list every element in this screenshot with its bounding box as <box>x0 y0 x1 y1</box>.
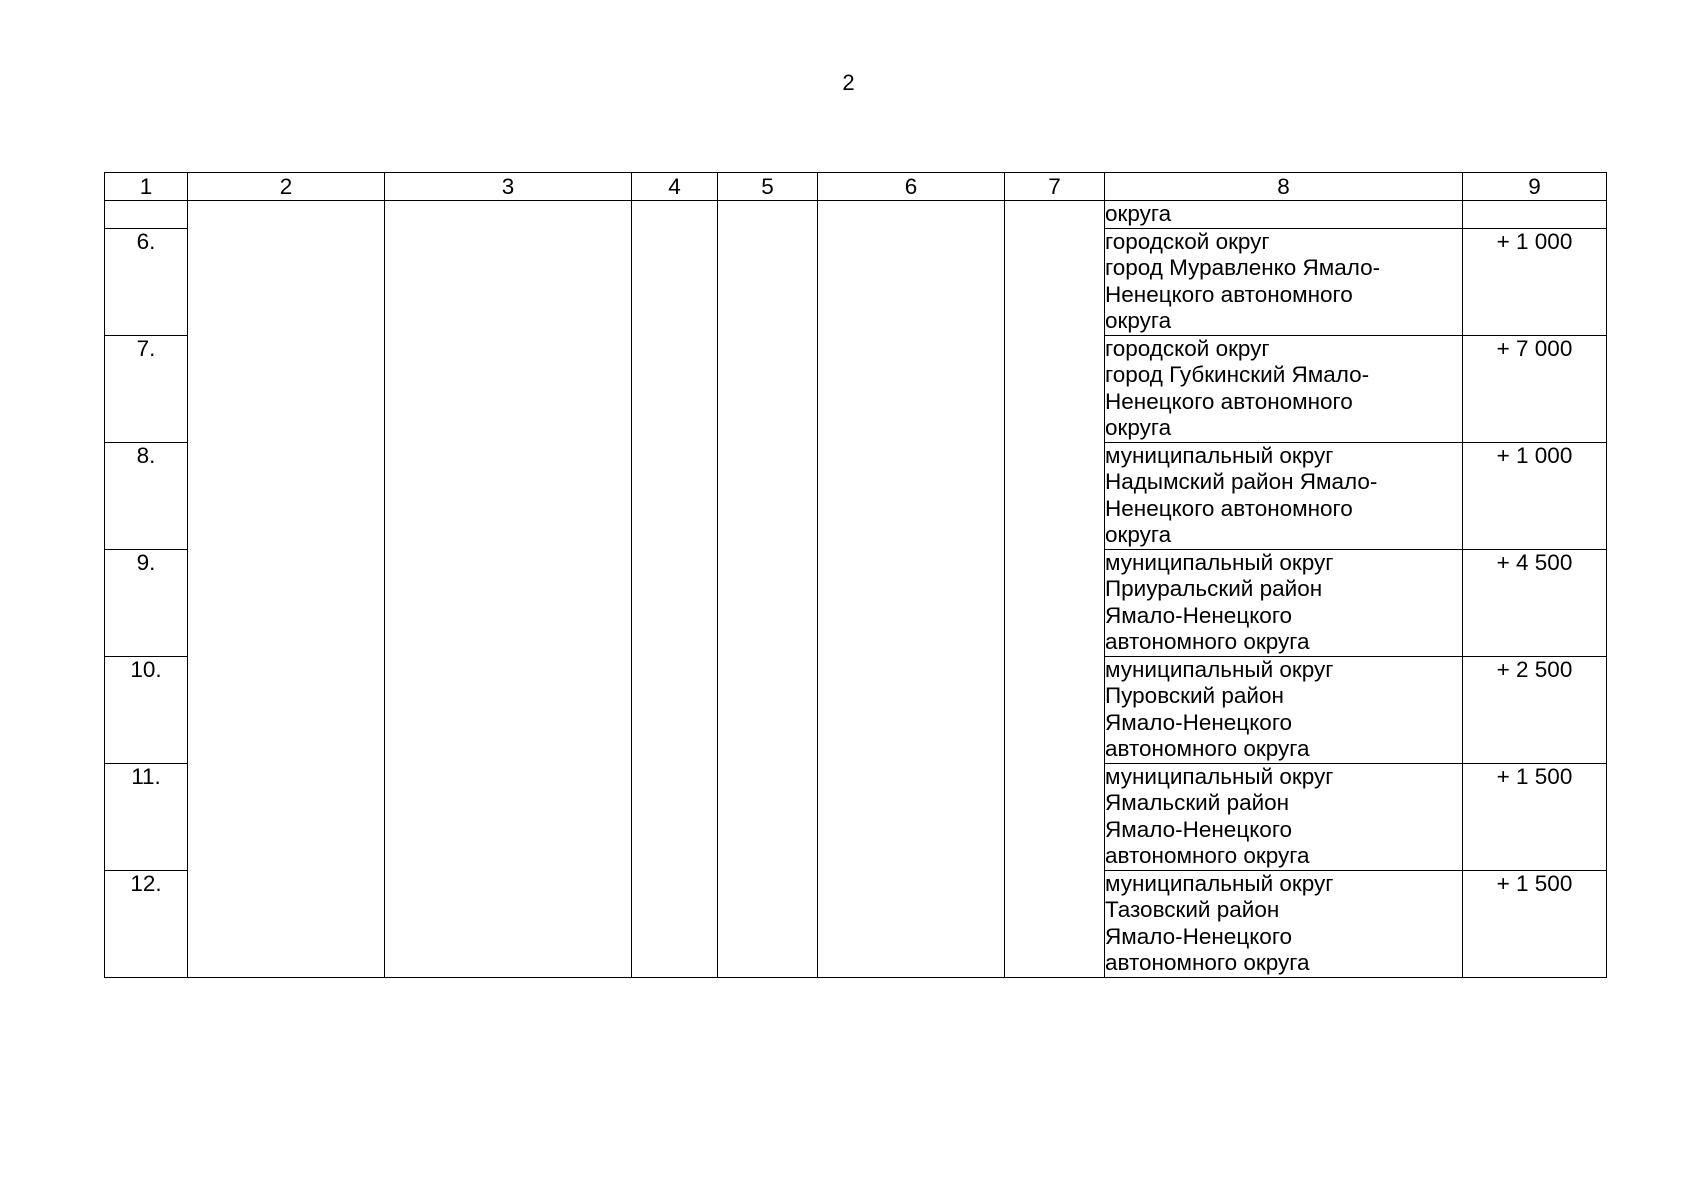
column-header: 5 <box>718 173 818 201</box>
merged-cell-col-6 <box>818 201 1005 978</box>
name-line: муниципальный округ <box>1105 442 1334 468</box>
continuation-row <box>105 201 1607 229</box>
name-line: Пуровский район <box>1105 683 1284 708</box>
row-number-cell: 8. <box>105 442 188 549</box>
name-line: округа <box>1105 201 1172 226</box>
name-line: городской округ <box>1105 335 1270 361</box>
name-line: автономного округа <box>1105 843 1310 868</box>
name-line: городской округ <box>1105 228 1270 254</box>
value-cell: + 1 500 <box>1463 870 1607 977</box>
municipality-name-cell <box>1105 763 1463 870</box>
municipality-name-cell <box>1105 442 1463 549</box>
column-header: 6 <box>818 173 1005 201</box>
value-cell: + 2 500 <box>1463 656 1607 763</box>
name-line: автономного округа <box>1105 736 1310 761</box>
header-row <box>105 173 1607 201</box>
name-line: Ямало-Ненецкого <box>1105 816 1293 842</box>
row-number-cell: 10. <box>105 656 188 763</box>
value-cell: + 4 500 <box>1463 549 1607 656</box>
name-line: город Муравленко Ямало- <box>1105 255 1381 280</box>
name-line: муниципальный округ <box>1105 763 1334 789</box>
column-header: 4 <box>632 173 718 201</box>
municipality-name-cell <box>1105 656 1463 763</box>
name-line: Надымский район Ямало- <box>1105 469 1378 494</box>
municipality-name-cell <box>1105 335 1463 442</box>
row-number-cell: 12. <box>105 870 188 977</box>
merged-cell-col-7 <box>1005 201 1105 978</box>
merged-cell-col-2 <box>188 201 385 978</box>
name-line: муниципальный округ <box>1105 870 1334 896</box>
table-body <box>105 173 1607 978</box>
name-line: Ненецкого автономного <box>1105 495 1353 521</box>
name-line: Ямальский район <box>1105 790 1290 815</box>
municipality-name-cell <box>1105 201 1463 229</box>
value-cell: + 1 000 <box>1463 228 1607 335</box>
name-line: автономного округа <box>1105 629 1310 654</box>
name-line: муниципальный округ <box>1105 656 1334 682</box>
value-cell: + 1 500 <box>1463 763 1607 870</box>
data-table <box>104 172 1607 978</box>
column-header: 9 <box>1463 173 1607 201</box>
column-header: 3 <box>385 173 632 201</box>
column-header: 7 <box>1005 173 1105 201</box>
row-number-cell: 6. <box>105 228 188 335</box>
merged-cell-col-4 <box>632 201 718 978</box>
row-number-cell: 11. <box>105 763 188 870</box>
name-line: муниципальный округ <box>1105 549 1334 575</box>
municipality-name-cell <box>1105 870 1463 977</box>
page-number: 2 <box>842 70 855 95</box>
row-number-cell <box>105 201 188 229</box>
name-line: округа <box>1105 415 1172 440</box>
column-header: 8 <box>1105 173 1463 201</box>
name-line: Тазовский район <box>1105 897 1280 922</box>
value-cell: + 7 000 <box>1463 335 1607 442</box>
name-line: автономного округа <box>1105 950 1310 975</box>
municipality-name-cell <box>1105 228 1463 335</box>
column-header: 2 <box>188 173 385 201</box>
name-line: Ямало-Ненецкого <box>1105 923 1293 949</box>
name-line: Ямало-Ненецкого <box>1105 709 1293 735</box>
municipality-name-cell <box>1105 549 1463 656</box>
name-line: округа <box>1105 308 1172 333</box>
row-number-cell: 9. <box>105 549 188 656</box>
name-line: округа <box>1105 522 1172 547</box>
value-cell <box>1463 201 1607 229</box>
name-line: Ненецкого автономного <box>1105 281 1353 307</box>
row-number-cell: 7. <box>105 335 188 442</box>
name-line: Ямало-Ненецкого <box>1105 602 1293 628</box>
name-line: Приуральский район <box>1105 576 1323 601</box>
value-cell: + 1 000 <box>1463 442 1607 549</box>
name-line: Ненецкого автономного <box>1105 388 1353 414</box>
merged-cell-col-5 <box>718 201 818 978</box>
merged-cell-col-3 <box>385 201 632 978</box>
name-line: город Губкинский Ямало- <box>1105 362 1370 387</box>
column-header: 1 <box>105 173 188 201</box>
